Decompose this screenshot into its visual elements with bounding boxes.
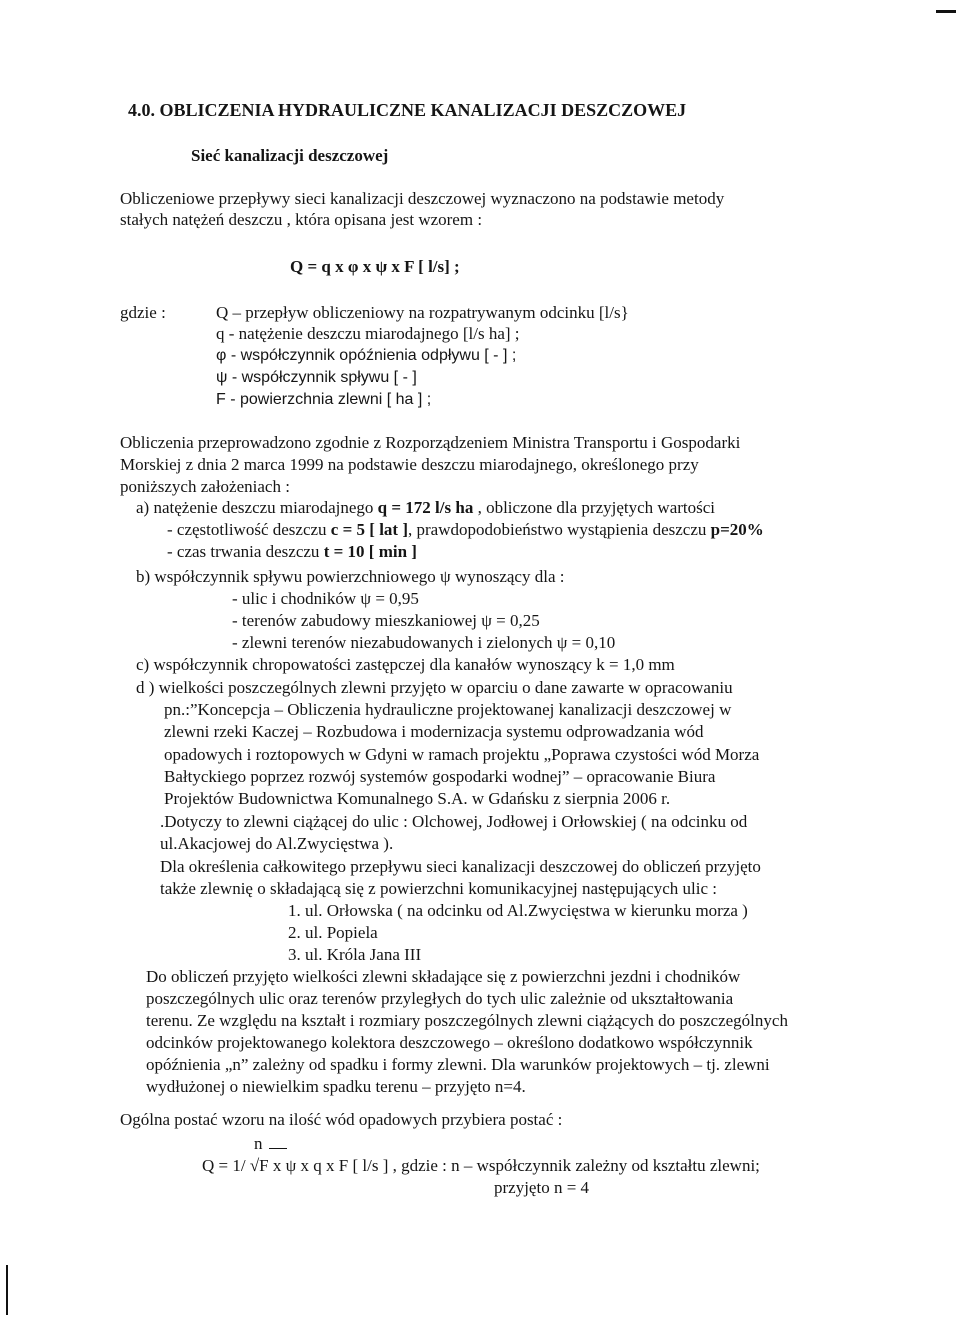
where-item: φ - współczynnik opóźnienia odpływu [ - ] ; <box>216 347 517 364</box>
intro-line: stałych natężeń deszczu , która opisana jest wzorem : <box>120 210 483 229</box>
calc-intro-line: poniższych założeniach : <box>120 477 290 496</box>
final-formula: Q = 1/ √F x ψ x q x F [ l/s ] , gdzie : n – współczynnik zależny od kształtu zlewni; <box>202 1156 760 1175</box>
n-paragraph-line: terenu. Ze względu na kształt i rozmiary poszczególnych zlewni ciążących do poszczególnych <box>146 1011 788 1030</box>
rain-intensity-value: q = 172 l/s ha <box>377 498 474 517</box>
runoff-item: - zlewni terenów niezabudowanych i zielonych ψ = 0,10 <box>232 633 616 652</box>
assumption-d-line: .Dotyczy to zlewni ciążącej do ulic : Olchowej, Jodłowej i Orłowskiej ( na odcinku od <box>160 812 748 831</box>
street-item: 3. ul. Króla Jana III <box>288 945 422 964</box>
assumption-d-line: Projektów Budownictwa Komunalnego S.A. w Gdańsku z sierpnia 2006 r. <box>164 789 671 808</box>
assumption-a-tail: , obliczone dla przyjętych wartości <box>477 498 716 517</box>
where-label: gdzie : <box>120 303 166 322</box>
assumption-d-line: także zlewnię o składającą się z powierzchni komunikacyjnej następujących ulic : <box>160 879 717 898</box>
where-item: ψ - współczynnik spływu [ - ] <box>216 369 417 386</box>
probability-value: p=20% <box>710 520 764 539</box>
duration-value: t = 10 [ min ] <box>323 542 417 561</box>
assumption-frequency <box>167 519 764 541</box>
assumption-c: c) współczynnik chropowatości zastępczej dla kanałów wynoszący k = 1,0 mm <box>136 655 675 674</box>
assumption-a-label: a) natężenie deszczu miarodajnego <box>136 498 374 517</box>
n-paragraph-line: poszczególnych ulic oraz terenów przyległych do tych ulic zależnie od ukształtowania <box>146 989 734 1008</box>
frequency-label: - częstotliwość deszczu <box>167 520 327 539</box>
duration-label: - czas trwania deszczu <box>167 542 320 561</box>
assumption-d-line: Dla określenia całkowitego przepływu sieci kanalizacji deszczowej do obliczeń przyjęto <box>160 857 761 876</box>
runoff-item: - ulic i chodników ψ = 0,95 <box>232 589 419 608</box>
assumption-d-line: ul.Akacjowej do Al.Zwycięstwa ). <box>160 834 394 853</box>
where-item: Q – przepływ obliczeniowy na rozpatrywanym odcinku [l/s} <box>216 303 629 322</box>
calc-intro-line: Morskiej z dnia 2 marca 1999 na podstawie deszczu miarodajnego, określonego przy <box>120 455 699 474</box>
n-paragraph-line: wydłużonej o niewielkim spadku terenu – przyjęto n=4. <box>146 1077 526 1096</box>
frequency-value: c = 5 [ lat ] <box>330 520 408 539</box>
root-index <box>254 1133 287 1155</box>
assumption-d: d ) wielkości poszczególnych zlewni przyjęto w oparciu o dane zawarte w opracowaniu <box>136 678 733 697</box>
assumption-b: b) współczynnik spływu powierzchniowego ψ wynoszący dla : <box>136 567 565 586</box>
subheading: Sieć kanalizacji deszczowej <box>191 146 389 165</box>
probability-label: , prawdopodobieństwo wystąpienia deszczu <box>408 520 707 539</box>
assumption-d-line: zlewni rzeki Kaczej – Rozbudowa i modernizacja systemu odprowadzania wód <box>164 722 704 741</box>
assumption-d-line: opadowych i roztopowych w Gdyni w ramach projektu „Poprawa czystości wód Morza <box>164 745 760 764</box>
scan-mark-left-edge <box>6 1265 8 1315</box>
final-note: przyjęto n = 4 <box>494 1178 590 1197</box>
street-item: 1. ul. Orłowska ( na odcinku od Al.Zwycięstwa w kierunku morza ) <box>288 901 748 920</box>
n-paragraph-line: Do obliczeń przyjęto wielkości zlewni składające się z powierzchni jezdni i chodników <box>146 967 741 986</box>
root-index-text: n <box>254 1134 263 1153</box>
assumption-a <box>136 497 715 519</box>
assumption-duration <box>167 541 417 563</box>
scan-mark-top-right <box>936 10 956 13</box>
general-form-line: Ogólna postać wzoru na ilość wód opadowych przybiera postać : <box>120 1110 563 1129</box>
where-item: q - natężenie deszczu miarodajnego [l/s ha] ; <box>216 324 520 343</box>
street-item: 2. ul. Popiela <box>288 923 378 942</box>
section-heading: 4.0. OBLICZENIA HYDRAULICZNE KANALIZACJI DESZCZOWEJ <box>128 100 687 120</box>
intro-line: Obliczeniowe przepływy sieci kanalizacji deszczowej wyznaczono na podstawie metody <box>120 189 725 208</box>
root-overline <box>269 1148 287 1149</box>
calc-intro-line: Obliczenia przeprowadzono zgodnie z Rozporządzeniem Ministra Transportu i Gospodarki <box>120 433 741 452</box>
runoff-item: - terenów zabudowy mieszkaniowej ψ = 0,25 <box>232 611 540 630</box>
where-item: F - powierzchnia zlewni [ ha ] ; <box>216 391 432 408</box>
n-paragraph-line: opóźnienia „n” zależny od spadku i formy zlewni. Dla warunków projektowych – tj. zlewni <box>146 1055 770 1074</box>
main-formula: Q = q x φ x ψ x F [ l/s] ; <box>290 257 460 276</box>
assumption-d-line: pn.:”Koncepcja – Obliczenia hydrauliczne projektowanej kanalizacji deszczowej w <box>164 700 732 719</box>
n-paragraph-line: odcinków projektowanego kolektora deszczowego – określono dodatkowo współczynnik <box>146 1033 753 1052</box>
assumption-d-line: Bałtyckiego poprzez rozwój systemów gospodarki wodnej” – opracowanie Biura <box>164 767 716 786</box>
